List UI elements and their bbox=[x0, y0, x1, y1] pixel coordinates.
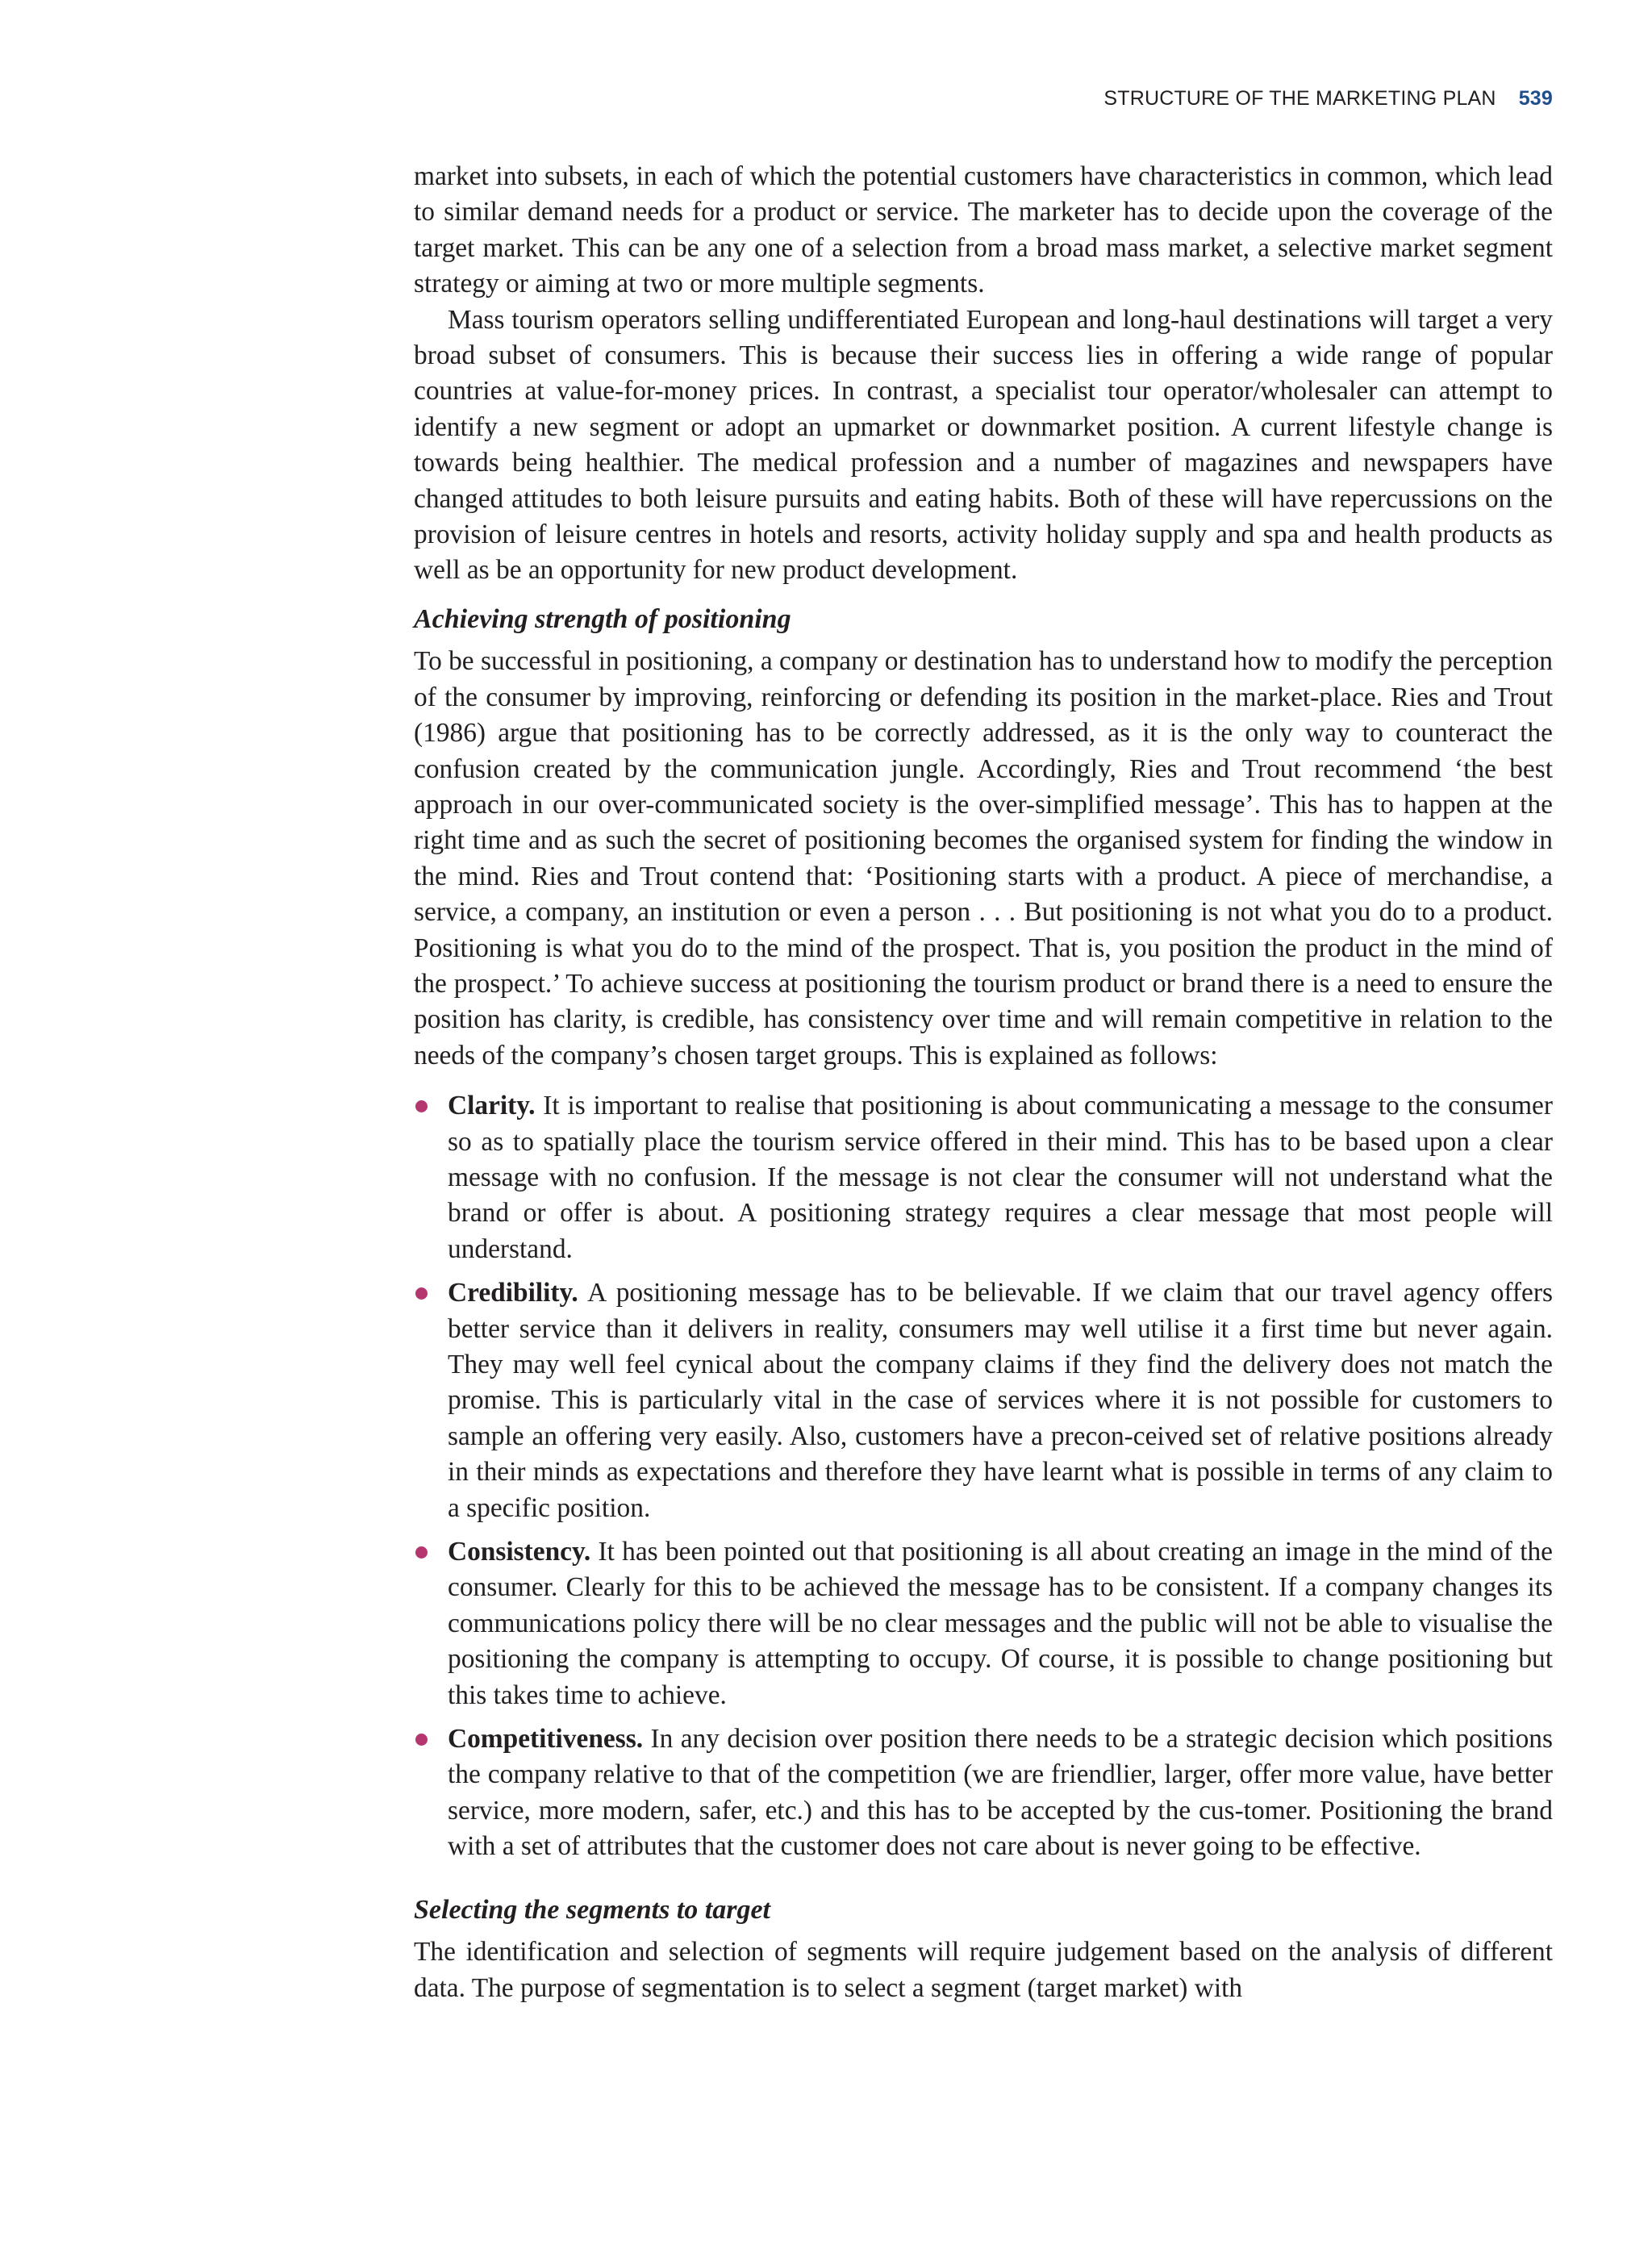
bullet-term: Clarity. bbox=[448, 1091, 536, 1121]
bullet-icon bbox=[415, 1734, 428, 1746]
paragraph: The identification and selection of segments will require judgement based on the analysis of different data. The purpose of segmentation is to select a segment (target market) with bbox=[414, 1937, 1553, 2003]
running-title: STRUCTURE OF THE MARKETING PLAN bbox=[1103, 87, 1496, 110]
page-number: 539 bbox=[1518, 87, 1553, 110]
bullet-icon bbox=[415, 1100, 428, 1112]
paragraph: market into subsets, in each of which the potential customers have characteristics in common, which lead to similar demand needs for a product or service. The marketer has to decide upon the coverage of the target market. This can be any one of a selection from a broad mass market, a selective market segment strategy or aiming at two or more multiple segments. bbox=[414, 161, 1553, 299]
list-item bbox=[414, 1721, 1553, 1865]
bullet-term: Credibility. bbox=[448, 1278, 578, 1308]
bullet-term: Consistency. bbox=[448, 1537, 591, 1567]
bullet-list bbox=[414, 1088, 1553, 1865]
bullet-icon bbox=[415, 1287, 428, 1300]
bullet-text: A positioning message has to be believable. If we claim that our travel agency offers better service than it delivers in reality, consumers may well utilise it a first time but never again. They may well feel cynical about the company claims if they find the delivery does not match the promise. This is particularly vital in the case of services where it is not possible for customers to sample an offering very easily. Also, customers have a precon-ceived set of relative positions already in their minds as expectations and therefore they have learnt what is possible in terms of any claim to a specific position. bbox=[448, 1278, 1553, 1523]
running-head bbox=[1103, 87, 1553, 111]
list-item bbox=[414, 1275, 1553, 1526]
list-item bbox=[414, 1534, 1553, 1713]
paragraph: To be successful in positioning, a company or destination has to understand how to modify the perception of the consumer by improving, reinforcing or defending its position in the market-place. Ries and Trout (1986) argue that positioning has to be correctly addressed, as it is the only way to counteract the confusion created by the communication jungle. Accordingly, Ries and Trout recommend ‘the best approach in our over-communicated society is the over-simplified message’. This has to happen at the right time and as such the secret of positioning becomes the organised system for finding the window in the mind. Ries and Trout contend that: ‘Positioning starts with a product. A piece of merchandise, a service, a company, an institution or even a person . . . But positioning is not what you do to a product. Positioning is what you do to the mind of the prospect. That is, you position the product in the mind of the prospect.’ To achieve success at positioning the tourism product or brand there is a need to ensure the position has clarity, is credible, has consistency over time and will remain competitive in relation to the needs of the company’s chosen target groups. This is explained as follows: bbox=[414, 646, 1553, 1070]
bullet-text: It is important to realise that positioning is about communicating a message to the consumer so as to spatially place the tourism service offered in their mind. This has to be based upon a clear message with no confusion. If the message is not clear the consumer will not understand what the brand or offer is about. A positioning strategy requires a clear message that most people will understand. bbox=[448, 1091, 1553, 1264]
bullet-icon bbox=[415, 1546, 428, 1559]
bullet-text: It has been pointed out that positioning is all about creating an image in the mind of the consumer. Clearly for this to be achieved the message has to be consistent. If a company changes its communications policy there will be no clear messages and the public will not be able to visualise the positioning the company is attempting to occupy. Of course, it is possible to change positioning but this takes time to achieve. bbox=[448, 1537, 1553, 1710]
section-heading-positioning: Achieving strength of positioning bbox=[414, 603, 791, 634]
paragraph: Mass tourism operators selling undifferentiated European and long-haul destinations will target a very broad subset of consumers. This is because their success lies in offering a wide range of popular countries at value-for-money prices. In contrast, a specialist tour operator/wholesaler can attempt to identify a new segment or adopt an upmarket or downmarket position. A current lifestyle change is towards being healthier. The medical profession and a number of magazines and newspapers have changed attitudes to both leisure pursuits and eating habits. Both of these will have repercussions on the provision of leisure centres in hotels and resorts, activity holiday supply and spa and health products as well as be an opportunity for new product development. bbox=[414, 304, 1553, 586]
section-heading-segments: Selecting the segments to target bbox=[414, 1894, 770, 1925]
bullet-term: Competitiveness. bbox=[448, 1724, 644, 1755]
bullet-text: In any decision over position there needs to be a strategic decision which positions the company relative to that of the competition (we are friendlier, larger, offer more value, have better service, more modern, safer, etc.) and this has to be accepted by the cus-tomer. Positioning the brand with a set of attributes that the customer does not care about is never going to be effective. bbox=[448, 1724, 1553, 1862]
body-text bbox=[414, 159, 1553, 2006]
list-item bbox=[414, 1088, 1553, 1267]
